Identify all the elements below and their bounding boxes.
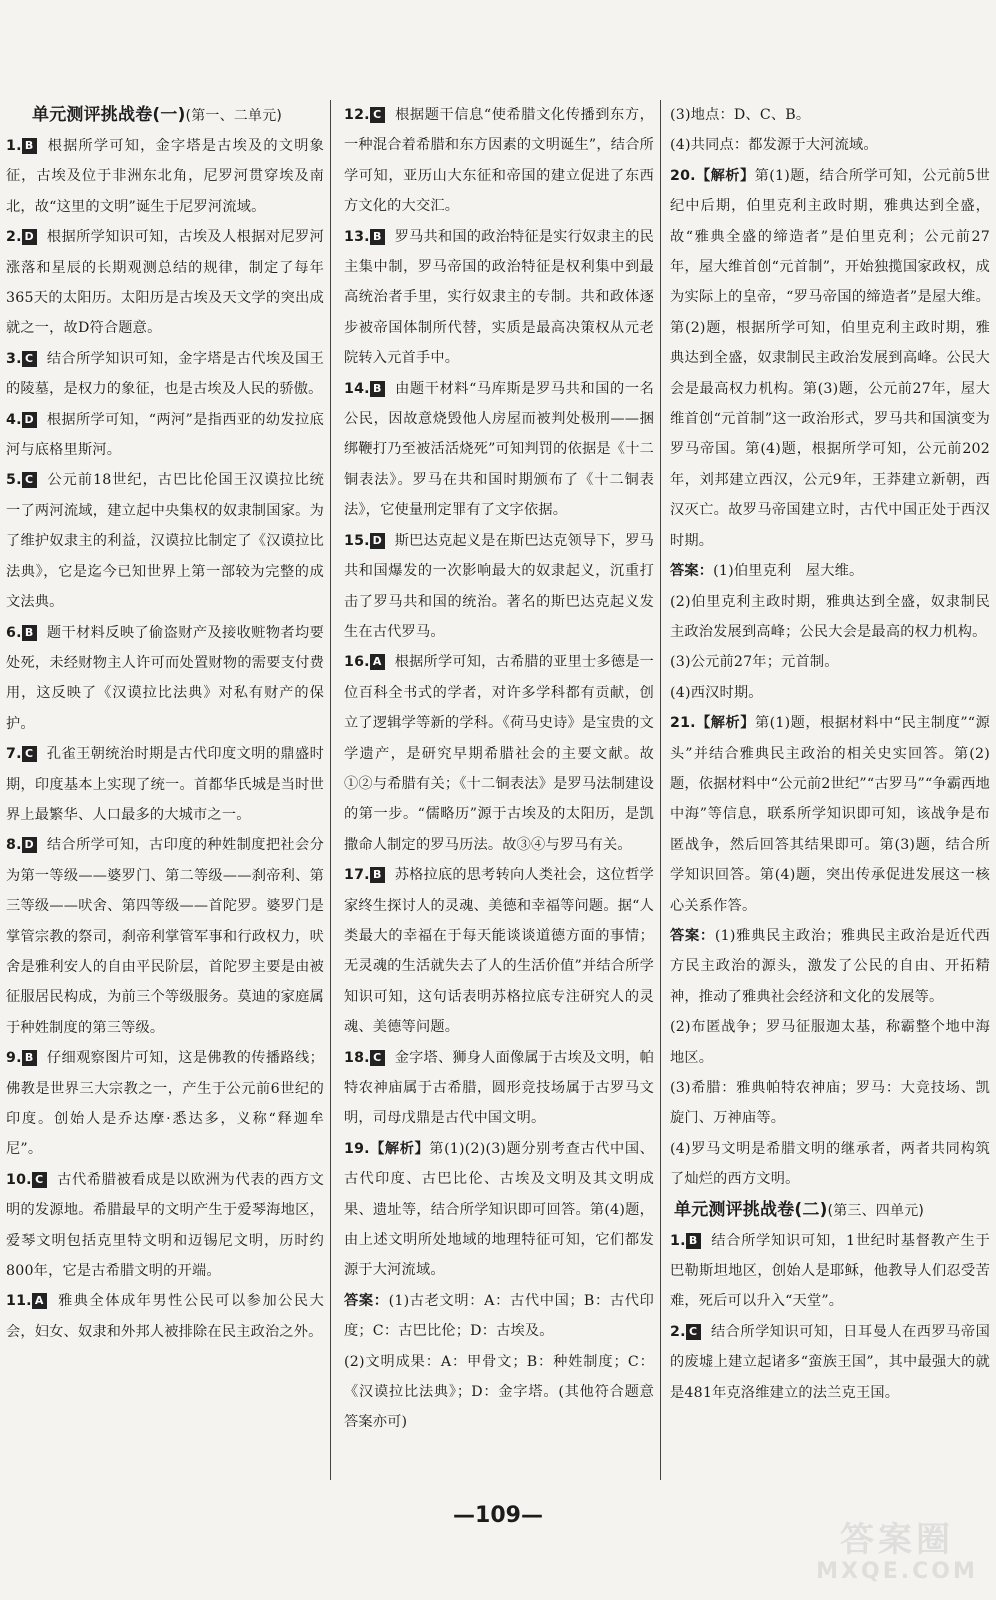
- question-item: 1. B 根据所学可知，金字塔是古埃及的文明象征，古埃及位于非洲东北角，尼罗河贯穿埃及南北，故“这里的文明”诞生于尼罗河流域。: [6, 138, 324, 215]
- watermark-line-2: MXQE.COM: [816, 1559, 978, 1584]
- answer-key-badge: B: [370, 229, 385, 245]
- question-item: 6. B 题干材料反映了偷盗财产及接收赃物者均要处死，未经财物主人许可而处置财物的需要支付费用，这反映了《汉谟拉比法典》对私有财产的保护。: [6, 624, 324, 732]
- answer-key-badge: B: [686, 1233, 701, 1249]
- answer-key-badge: A: [370, 654, 385, 670]
- answer-key-badge: D: [370, 533, 385, 549]
- page-number: —109—: [453, 1503, 543, 1528]
- answer-key-badge: D: [22, 412, 37, 428]
- answer-key-badge: B: [22, 1050, 37, 1066]
- answer-key-badge: B: [370, 381, 385, 397]
- question-item: 4. D 根据所学可知，“两河”是指西亚的幼发拉底河与底格里斯河。: [6, 411, 324, 459]
- answer-line: (3)希腊：雅典帕特农神庙；罗马：大竞技场、凯旋门、万神庙等。: [670, 1080, 990, 1127]
- answer-line: 答案：(1)雅典民主政治；雅典民主政治是近代西方民主政治的源头，激发了公民的自由、开拓精神，推动了雅典社会经济和文化的发展等。: [670, 927, 990, 1005]
- answer-line: (2)伯里克利主政时期，雅典达到全盛，奴隶制民主政治发展到高峰；公民大会是最高的权力机构。: [670, 593, 990, 640]
- answer-line: (3)地点：D、C、B。: [670, 107, 811, 123]
- answer-key-badge: C: [22, 746, 37, 762]
- answer-line: (2)文明成果：A：甲骨文；B：种姓制度；C：《汉谟拉比法典》；D：金字塔。(其他符合题意答案亦可): [344, 1353, 654, 1431]
- column-divider: [660, 100, 661, 1480]
- answer-line: (2)布匿战争；罗马征服迦太基，称霸整个地中海地区。: [670, 1019, 990, 1066]
- answer-key-badge: C: [370, 1050, 385, 1066]
- question-item: 14. B 由题干材料“马库斯是罗马共和国的一名公民，因故意烧毁他人房屋而被判处极刑——捆绑鞭打乃至被活活烧死”可知判罚的依据是《十二铜表法》。罗马在共和国时期颁布了《十二铜表法》，它使量刑定罪有了文字依据。: [344, 380, 654, 519]
- column-1: [6, 100, 324, 1347]
- question-item: 11. A 雅典全体成年男性公民可以参加公民大会，妇女、奴隶和外邦人被排除在民主政治之外。: [6, 1293, 324, 1340]
- answer-line: 答案：(1)古老文明：A：古代中国；B：古代印度；C：古巴比伦；D：古埃及。: [344, 1292, 654, 1340]
- question-item: 17. B 苏格拉底的思考转向人类社会，这位哲学家终生探讨人的灵魂、美德和幸福等问题。据“人类最大的幸福在于每天能谈谈道德方面的事情；无灵魂的生活就失去了人的生活价值”并结合所学知识可知，这句话表明苏格拉底专注研究人的灵魂、美德等问题。: [344, 867, 654, 1036]
- question-item: 15. D 斯巴达克起义是在斯巴达克领导下，罗马共和国爆发的一次影响最大的奴隶起义，沉重打击了罗马共和国的统治。著名的斯巴达克起义发生在古代罗马。: [344, 532, 654, 640]
- answer-key-badge: D: [22, 837, 37, 853]
- column-2: [344, 100, 654, 1438]
- answer-key-badge: A: [32, 1293, 47, 1309]
- answer-key-badge: B: [22, 625, 37, 641]
- answer-key-badge: B: [370, 867, 385, 883]
- watermark-line-1: 答案圈: [840, 1520, 954, 1560]
- question-item: 10. C 古代希腊被看成是以欧洲为代表的西方文明的发源地。希腊最早的文明产生于爱琴海地区，爱琴文明包括克里特文明和迈锡尼文明，历时约800年，它是古希腊文明的开端。: [6, 1171, 324, 1280]
- question-item: 12. C 根据题干信息“使希腊文化传播到东方，一种混合着希腊和东方因素的文明诞生”，结合所学可知，亚历山大东征和帝国的建立促进了东西方文化的大交汇。: [344, 107, 654, 215]
- question-item: 2. D 根据所学知识可知，古埃及人根据对尼罗河涨落和星辰的长期观测总结的规律，制定了每年365天的太阳历。太阳历是古埃及天文学的突出成就之一，故D符合题意。: [6, 229, 324, 337]
- question-item: 20.【解析】第(1)题，结合所学可知，公元前5世纪中后期，伯里克利主政时期，雅典达到全盛，故“雅典全盛的缔造者”是伯里克利；公元前27年，屋大维首创“元首制”，开始独揽国家政权，成为实际上的皇帝，“罗马帝国的缔造者”是屋大维。第(2)题，根据所学可知，伯里克利主政时期，雅典达到全盛，奴隶制民主政治发展到高峰。公民大会是最高权力机构。第(3)题，公元前27年，屋大维首创“元首制”这一政治形式，罗马共和国演变为罗马帝国。第(4)题，根据所学可知，公元前202年，刘邦建立西汉，公元9年，王莽建立新朝，西汉灭亡。故罗马帝国建立时，古代中国正处于西汉时期。: [670, 167, 990, 549]
- answer-key-badge: C: [32, 1172, 47, 1188]
- question-item: 8. D 结合所学可知，古印度的种姓制度把社会分为第一等级——婆罗门、第二等级——刹帝利、第三等级——吠舍、第四等级——首陀罗。婆罗门是掌管宗教的祭司，刹帝利掌管军事和行政权力，吠舍是雅利安人的自由平民阶层，首陀罗主要是由被征服居民构成，为前三个等级服务。莫迪的家庭属于种姓制度的第三等级。: [6, 837, 324, 1036]
- answer-key-badge: C: [370, 107, 385, 123]
- question-item: 18. C 金字塔、狮身人面像属于古埃及文明，帕特农神庙属于古希腊，圆形竞技场属于古罗马文明，司母戊鼎是古代中国文明。: [344, 1049, 654, 1127]
- watermark-logo: [812, 1520, 982, 1590]
- column-divider: [330, 100, 331, 1480]
- answer-key-badge: D: [22, 229, 37, 245]
- question-item: 16. A 根据所学可知，古希腊的亚里士多德是一位百科全书式的学者，对许多学科都有贡献，创立了逻辑学等新的学科。《荷马史诗》是宝贵的文学遗产，是研究早期希腊社会的主要文献。故①②与希腊有关；《十二铜表法》是罗马法制建设的第一步。“儒略历”源于古埃及的太阳历，是凯撒命人制定的罗马历法。故③④与罗马有关。: [344, 654, 654, 853]
- question-item: 2. C 结合所学知识可知，日耳曼人在西罗马帝国的废墟上建立起诸多“蛮族王国”，其中最强大的就是481年克洛维建立的法兰克王国。: [670, 1323, 990, 1401]
- answer-key-badge: C: [22, 472, 37, 488]
- answer-line: (4)共同点：都发源于大河流域。: [670, 137, 878, 154]
- question-item: 5. C 公元前18世纪，古巴比伦国王汉谟拉比统一了两河流域，建立起中央集权的奴隶制国家。为了维护奴隶主的利益，汉谟拉比制定了《汉谟拉比法典》，它是迄今已知世界上第一部较为完整的成文法典。: [6, 472, 324, 611]
- answer-line: (4)罗马文明是希腊文明的继承者，两者共同构筑了灿烂的西方文明。: [670, 1140, 990, 1188]
- question-item: 21.【解析】第(1)题，根据材料中“民主制度”“源头”并结合雅典民主政治的相关史实回答。第(2)题，依据材料中“公元前2世纪”“古罗马”“争霸西地中海”等信息，联系所学知识即可知，该战争是布匿战争，然后回答其结果即可。第(3)题，结合所学知识回答。第(4)题，突出传承促进发展这一核心关系作答。: [670, 715, 990, 914]
- question-item: 13. B 罗马共和国的政治特征是实行奴隶主的民主集中制，罗马帝国的政治特征是权利集中到最高统治者手里，实行奴隶主的专制。共和政体逐步被帝国体制所代替，实质是最高决策权从元老院转入元首手中。: [344, 228, 654, 367]
- answer-key-badge: B: [22, 138, 37, 154]
- question-item: 7. C 孔雀王朝统治时期是古代印度文明的鼎盛时期，印度基本上实现了统一。首都华氏城是当时世界上最繁华、人口最多的大城市之一。: [6, 746, 324, 823]
- answer-line: (3)公元前27年；元首制。: [670, 654, 839, 671]
- answer-key-badge: C: [686, 1324, 701, 1340]
- question-item: 3. C 结合所学知识可知，金字塔是古代埃及国王的陵墓，是权力的象征，也是古埃及人民的骄傲。: [6, 350, 324, 398]
- question-item: 9. B 仔细观察图片可知，这是佛教的传播路线；佛教是世界三大宗教之一，产生于公元前6世纪的印度。创始人是乔达摩·悉达多，义称“释迦牟尼”。: [6, 1050, 324, 1158]
- question-item: 1. B 结合所学知识可知，1世纪时基督教产生于巴勒斯坦地区，创始人是耶稣，他教导人们忍受苦难，死后可以升入“天堂”。: [670, 1232, 990, 1310]
- section-title-unit-1: 单元测评挑战卷(一)(第一、二单元): [32, 105, 283, 125]
- answer-key-badge: C: [22, 351, 37, 367]
- column-3: [670, 100, 990, 1408]
- answer-line: 答案：(1)伯里克利 屋大维。: [670, 563, 864, 580]
- answer-line: (4)西汉时期。: [670, 684, 763, 701]
- section-title-unit-2: 单元测评挑战卷(二)(第三、四单元): [674, 1199, 925, 1220]
- question-item: 19.【解析】第(1)(2)(3)题分别考查古代中国、古代印度、古巴比伦、古埃及文明及其文明成果、遗址等，结合所学知识即可回答。第(4)题，由上述文明所处地域的地理特征可知，它们都发源于大河流域。: [344, 1140, 654, 1279]
